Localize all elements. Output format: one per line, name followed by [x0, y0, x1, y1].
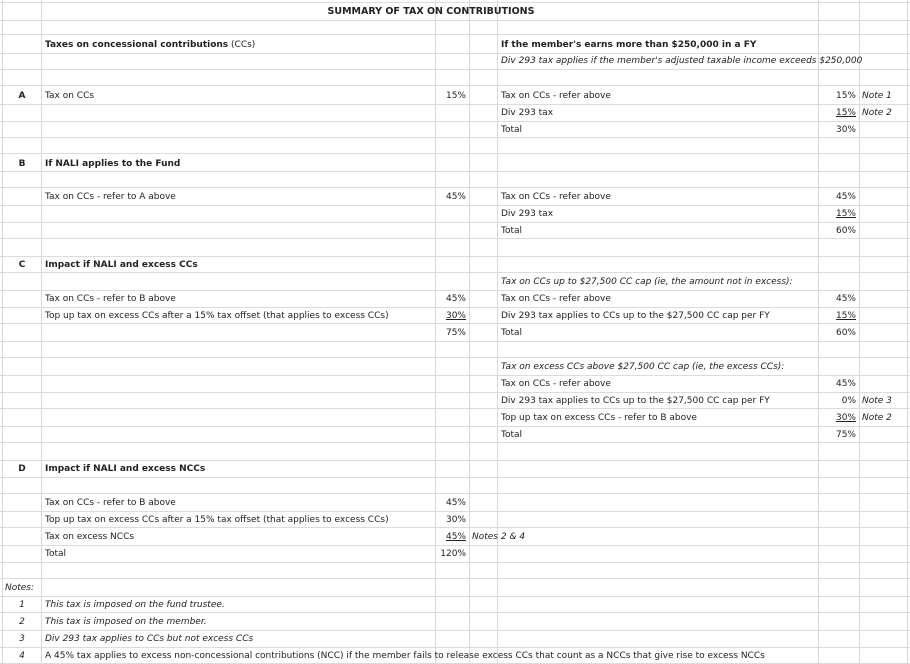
cell-note: Note 3 — [862, 396, 892, 406]
right-header: If the member's earns more than $250,000 in a FY — [501, 40, 757, 50]
cell-note: Note 2 — [862, 108, 892, 118]
section-heading-b: If NALI applies to the Fund — [45, 159, 181, 169]
note-number: 2 — [19, 617, 25, 627]
cell-label: Tax on CCs - refer above — [501, 379, 611, 389]
cell-label: Total — [501, 328, 523, 338]
cell-value: 45% — [835, 294, 856, 304]
cell-value: 15% — [445, 91, 466, 101]
cell-value: 45% — [445, 192, 466, 202]
cell-label: Total — [501, 226, 523, 236]
cell-label: Tax on excess NCCs — [45, 532, 135, 542]
cell-value: 45% — [445, 294, 466, 304]
cell-value: 30% — [835, 413, 856, 423]
cell-label: Top up tax on excess CCs after a 15% tax offset (that applies to excess CCs) — [45, 311, 389, 321]
section-letter-b: B — [18, 159, 26, 169]
cell-label: Top up tax on excess CCs after a 15% tax offset (that applies to excess CCs) — [45, 515, 389, 525]
cell-note: Note 2 — [862, 413, 892, 423]
cell-label: Tax on CCs - refer above — [501, 91, 611, 101]
cell-value: 30% — [445, 515, 466, 525]
section-heading-c: Impact if NALI and excess CCs — [45, 260, 198, 270]
cell-label: Div 293 tax applies to CCs up to the $27,500 CC cap per FY — [501, 311, 770, 321]
note-number: 1 — [19, 600, 25, 610]
cell-label: Total — [501, 430, 523, 440]
note-text: Div 293 tax applies to CCs but not excess CCs — [45, 634, 254, 644]
cell-value: 15% — [835, 209, 856, 219]
cell-label: Total — [501, 125, 523, 135]
cell-label: Div 293 tax — [501, 209, 554, 219]
section-letter-d: D — [18, 464, 26, 474]
sheet-title: SUMMARY OF TAX ON CONTRIBUTIONS — [327, 6, 535, 17]
cell-label: Tax on CCs - refer above — [501, 294, 611, 304]
cell-value: 45% — [445, 498, 466, 508]
cell-label: Top up tax on excess CCs - refer to B above — [501, 413, 697, 423]
cell-total: 30% — [835, 125, 856, 135]
cell-label: Tax on CCs - refer to A above — [45, 192, 176, 202]
section-heading-d: Impact if NALI and excess NCCs — [45, 464, 206, 474]
note-text: A 45% tax applies to excess non-concessional contributions (NCC) if the member fails to release excess CCs that count as a NCCs that give rise to excess NCCs — [45, 651, 765, 661]
cell-value: 0% — [841, 396, 856, 406]
notes-heading: Notes: — [5, 583, 35, 593]
cell-note: Note 1 — [862, 91, 892, 101]
cell-label: Div 293 tax applies to CCs up to the $27,500 CC cap per FY — [501, 396, 770, 406]
cell-total: 120% — [440, 549, 466, 559]
cell-total: 60% — [835, 226, 856, 236]
cell-value: 15% — [835, 311, 856, 321]
cell-value: 30% — [445, 311, 466, 321]
cell-label: Total — [45, 549, 67, 559]
cell-label: Tax on CCs - refer to B above — [45, 294, 176, 304]
cell-value: 45% — [445, 532, 466, 542]
cell-value: 15% — [835, 91, 856, 101]
note-number: 4 — [19, 651, 25, 661]
cell-value: 45% — [835, 379, 856, 389]
cell-value: 15% — [835, 108, 856, 118]
right-caption: Tax on CCs up to $27,500 CC cap (ie, the amount not in excess): — [501, 277, 793, 287]
cell-total: 75% — [835, 430, 856, 440]
cell-total: 75% — [445, 328, 466, 338]
left-header: Taxes on concessional contributions (CCs) — [45, 40, 256, 50]
section-letter-c: C — [18, 260, 26, 270]
note-number: 3 — [19, 634, 25, 644]
note-text: This tax is imposed on the member. — [45, 617, 207, 627]
cell-label: Tax on CCs - refer above — [501, 192, 611, 202]
note-text: This tax is imposed on the fund trustee. — [45, 600, 225, 610]
cell-label: Div 293 tax — [501, 108, 554, 118]
cell-label: Tax on CCs - refer to B above — [45, 498, 176, 508]
cell-value: 45% — [835, 192, 856, 202]
cell-label: Tax on CCs — [45, 91, 95, 101]
right-caption: Tax on excess CCs above $27,500 CC cap (ie, the excess CCs): — [501, 362, 785, 372]
section-letter-a: A — [18, 91, 26, 101]
cell-note: Notes 2 & 4 — [472, 532, 526, 542]
right-subheader: Div 293 tax applies if the member's adjusted taxable income exceeds $250,000 — [501, 56, 863, 66]
cell-total: 60% — [835, 328, 856, 338]
